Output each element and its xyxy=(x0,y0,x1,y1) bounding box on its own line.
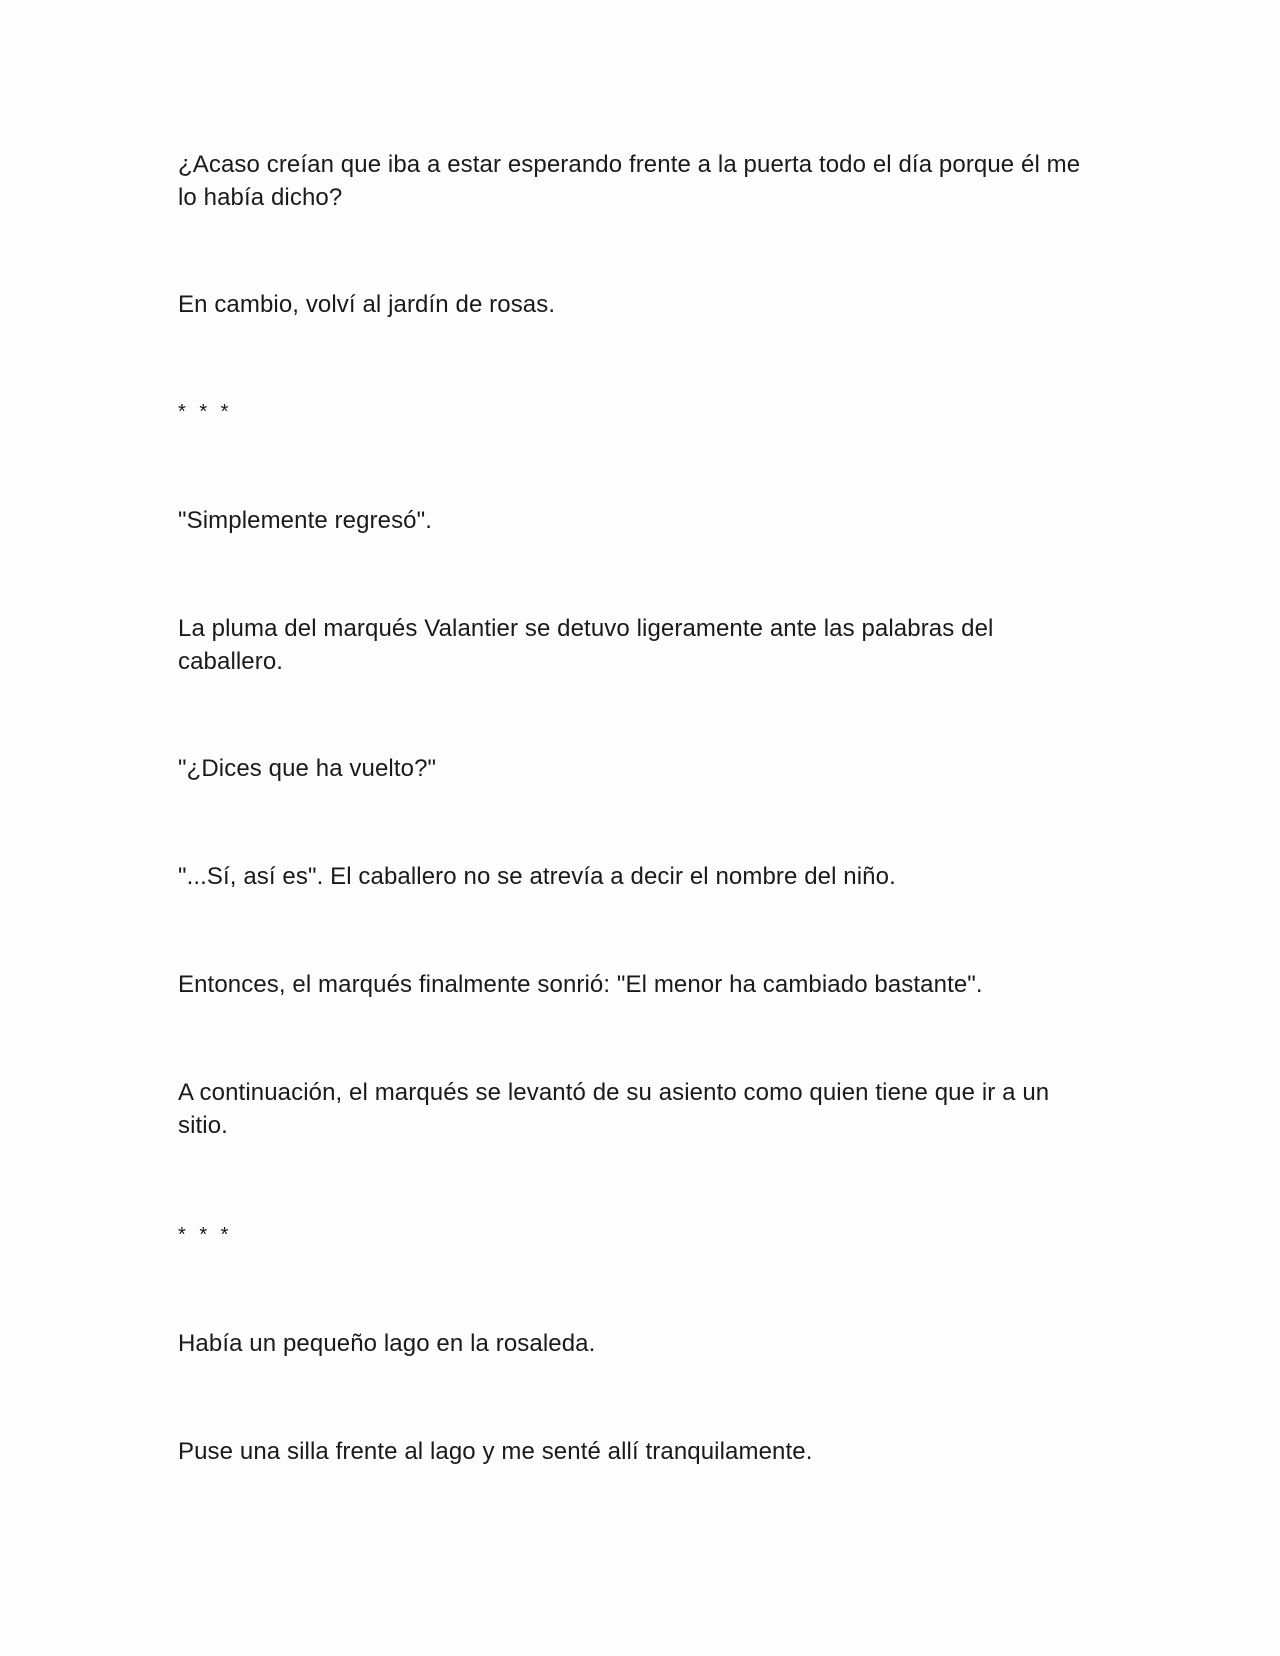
paragraph: ¿Acaso creían que iba a estar esperando frente a la puerta todo el día porque él me lo había dicho? xyxy=(178,151,1081,211)
paragraph: En cambio, volví al jardín de rosas. xyxy=(178,291,556,318)
paragraph: Había un pequeño lago en la rosaleda. xyxy=(178,1330,596,1357)
paragraph: "¿Dices que ha vuelto?" xyxy=(178,755,437,782)
paragraph: Puse una silla frente al lago y me senté allí tranquilamente. xyxy=(178,1438,813,1465)
section-separator: * * * xyxy=(178,401,233,423)
paragraph: "...Sí, así es". El caballero no se atrevía a decir el nombre del niño. xyxy=(178,863,896,890)
paragraph: A continuación, el marqués se levantó de su asiento como quien tiene que ir a un sitio. xyxy=(178,1079,1050,1139)
paragraph: "Simplemente regresó". xyxy=(178,507,433,534)
paragraph: Entonces, el marqués finalmente sonrió: "El menor ha cambiado bastante". xyxy=(178,971,983,998)
section-separator: * * * xyxy=(178,1224,233,1246)
paragraph: La pluma del marqués Valantier se detuvo ligeramente ante las palabras del caballero. xyxy=(178,615,994,675)
